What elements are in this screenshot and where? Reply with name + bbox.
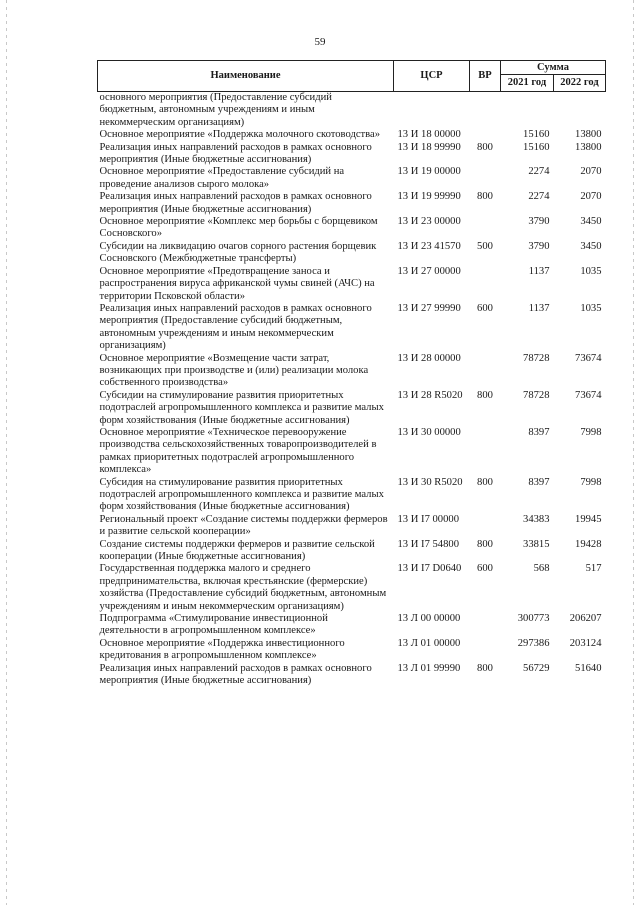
row-name: Субсидии на стимулирование развития приоритетных подотраслей агропромышленного комплекса и развитие малых форм хозяйствования (Иные бюджетные ассигнования)	[99, 389, 384, 426]
row-amount-2022: 73674	[575, 352, 602, 364]
row-amount-2021: 1137	[528, 265, 550, 277]
table-row	[98, 663, 606, 688]
row-name: Основное мероприятие «Предоставление субсидий на проведение анализов сырого молока»	[99, 166, 345, 190]
row-vr-code	[470, 166, 501, 191]
row-name: Государственная поддержка малого и среднего предпринимательства, включая крестьянские (фермерские) хозяйства (Предоставление субсидий бюджетным, автономным учреждениям и иным некоммерческим организациям)	[99, 563, 387, 612]
row-csr-code: 13 Л 01 00000	[397, 637, 461, 649]
row-csr-code: 13 И 23 41570	[397, 240, 461, 252]
row-vr-code: 800	[477, 662, 493, 674]
row-amount-2021: 15160	[523, 129, 550, 141]
row-vr-code: 600	[477, 563, 493, 575]
row-amount-2022: 3450	[580, 216, 602, 228]
row-csr-code: 13 И 18 99990	[397, 141, 461, 153]
row-csr-code: 13 И 30 00000	[397, 426, 461, 438]
table-row	[98, 241, 606, 266]
scan-edge-right	[633, 0, 634, 905]
scan-edge-left	[6, 0, 7, 905]
row-csr-code: 13 И I7 D0640	[397, 563, 462, 575]
row-name: Основное мероприятие «Возмещение части затрат, возникающих при производстве и (или) реализации молока собственного производства»	[99, 352, 369, 389]
row-amount-2021: 78728	[523, 352, 550, 364]
row-vr-code	[470, 216, 501, 241]
row-csr-code: 13 И 28 00000	[397, 352, 461, 364]
row-vr-code	[470, 266, 501, 303]
row-amount-2022: 203124	[569, 637, 602, 649]
table-row	[98, 353, 606, 390]
header-name: Наименование	[98, 61, 394, 92]
table-row	[98, 638, 606, 663]
row-csr-code: 13 И 30 R5020	[397, 476, 463, 488]
row-amount-2022: 206207	[569, 613, 602, 625]
row-csr-code: 13 И 28 R5020	[397, 389, 463, 401]
row-amount-2021: 34383	[523, 513, 550, 525]
row-csr-code: 13 И 19 99990	[397, 191, 461, 203]
row-amount-2021: 300773	[517, 613, 550, 625]
row-amount-2021	[501, 92, 554, 130]
row-name: Реализация иных направлений расходов в рамках основного мероприятия (Иные бюджетные ассигнования)	[99, 141, 372, 166]
row-amount-2022: 13800	[575, 141, 602, 153]
row-name: Реализация иных направлений расходов в рамках основного мероприятия (Иные бюджетные ассигнования)	[99, 662, 372, 687]
row-name: Создание системы поддержки фермеров и развитие сельской кооперации (Иные бюджетные ассигнования)	[99, 538, 375, 563]
row-vr-code	[470, 427, 501, 477]
row-amount-2022: 1035	[580, 265, 602, 277]
row-amount-2022: 51640	[575, 662, 602, 674]
row-name: Основное мероприятие «Техническое перевооружение производства сельскохозяйственных товаропроизводителей в рамках приоритетных подотраслей агропромышленного комплекса»	[99, 426, 377, 476]
row-amount-2021: 33815	[523, 538, 550, 550]
row-amount-2021: 1137	[528, 302, 550, 314]
row-csr-code: 13 И 27 00000	[397, 265, 461, 277]
table-header	[98, 61, 606, 92]
row-vr-code: 800	[477, 141, 493, 153]
row-name: Реализация иных направлений расходов в рамках основного мероприятия (Предоставление субсидий бюджетным, автономным учреждениям и иным некоммерческим организациям)	[99, 302, 372, 352]
row-vr-code: 800	[477, 389, 493, 401]
page-number: 59	[314, 36, 326, 48]
row-name: Основное мероприятие «Комплекс мер борьбы с борщевиком Сосновского»	[99, 216, 378, 240]
table-body	[98, 92, 606, 688]
row-vr-code	[470, 92, 501, 130]
table-row	[98, 477, 606, 514]
row-amount-2021: 15160	[523, 141, 550, 153]
row-amount-2021: 3790	[528, 240, 550, 252]
row-csr-code: 13 И 23 00000	[397, 216, 461, 228]
row-vr-code	[470, 129, 501, 141]
row-csr-code: 13 И 19 00000	[397, 166, 461, 178]
row-vr-code: 500	[477, 240, 493, 252]
row-amount-2021: 78728	[523, 389, 550, 401]
table-row	[98, 303, 606, 353]
row-vr-code	[470, 613, 501, 638]
row-vr-code	[470, 353, 501, 390]
row-vr-code: 800	[477, 191, 493, 203]
row-csr-code: 13 Л 00 00000	[397, 613, 461, 625]
row-csr-code	[394, 92, 470, 130]
row-name: Основное мероприятие «Предотвращение заноса и распространения вируса африканской чумы свиней (АЧС) на территории Псковской области»	[99, 265, 375, 302]
table-row	[98, 191, 606, 216]
row-amount-2022: 13800	[575, 129, 602, 141]
row-amount-2022: 2070	[580, 191, 602, 203]
row-amount-2021: 297386	[517, 637, 550, 649]
table-row	[98, 390, 606, 427]
row-amount-2021: 3790	[528, 216, 550, 228]
table-row	[98, 613, 606, 638]
header-sum: Сумма	[501, 61, 606, 75]
row-amount-2022: 73674	[575, 389, 602, 401]
header-year-2021: 2021 год	[501, 75, 554, 92]
row-name: Субсидии на ликвидацию очагов сорного растения борщевик Сосновского (Межбюджетные трансферты)	[99, 240, 377, 265]
header-vr: ВР	[470, 61, 501, 92]
table-row	[98, 514, 606, 539]
header-year-2022: 2022 год	[554, 75, 606, 92]
row-name: основного мероприятия (Предоставление субсидий бюджетным, автономным учреждениям и иным некоммерческим организациям)	[99, 92, 332, 128]
table-row	[98, 563, 606, 613]
table-row	[98, 142, 606, 167]
table-row	[98, 539, 606, 564]
row-name: Основное мероприятие «Поддержка молочного скотоводства»	[99, 129, 381, 141]
row-amount-2022: 1035	[580, 302, 602, 314]
row-amount-2021: 2274	[528, 166, 550, 178]
row-amount-2022: 7998	[580, 426, 602, 438]
budget-table	[97, 60, 606, 688]
row-amount-2022: 19428	[575, 538, 602, 550]
row-amount-2022: 3450	[580, 240, 602, 252]
row-vr-code: 600	[477, 302, 493, 314]
header-csr: ЦСР	[394, 61, 470, 92]
row-amount-2021: 568	[533, 563, 550, 575]
row-amount-2022	[554, 92, 606, 130]
row-amount-2022: 7998	[580, 476, 602, 488]
table-row	[98, 92, 606, 130]
row-vr-code: 800	[477, 538, 493, 550]
row-csr-code: 13 И 27 99990	[397, 302, 461, 314]
table-row	[98, 216, 606, 241]
row-csr-code: 13 И I7 00000	[397, 513, 459, 525]
table-row	[98, 427, 606, 477]
row-name: Основное мероприятие «Поддержка инвестиционного кредитования в агропромышленном комплексе»	[99, 637, 345, 662]
row-vr-code	[470, 514, 501, 539]
row-amount-2021: 8397	[528, 476, 550, 488]
row-amount-2022: 19945	[575, 513, 602, 525]
row-amount-2022: 517	[585, 563, 602, 575]
row-amount-2021: 56729	[523, 662, 550, 674]
row-csr-code: 13 Л 01 99990	[397, 662, 461, 674]
row-amount-2021: 8397	[528, 426, 550, 438]
row-amount-2021: 2274	[528, 191, 550, 203]
row-vr-code	[470, 638, 501, 663]
row-csr-code: 13 И I7 54800	[397, 538, 459, 550]
row-name: Подпрограмма «Стимулирование инвестиционной деятельности в агропромышленном комплексе»	[99, 613, 328, 637]
row-name: Региональный проект «Создание системы поддержки фермеров и развитие сельской кооперации»	[99, 513, 388, 538]
row-csr-code: 13 И 18 00000	[397, 129, 461, 141]
table-row	[98, 166, 606, 191]
row-name: Реализация иных направлений расходов в рамках основного мероприятия (Иные бюджетные ассигнования)	[99, 191, 372, 215]
table-row	[98, 129, 606, 141]
row-amount-2022: 2070	[580, 166, 602, 178]
row-name: Субсидия на стимулирование развития приоритетных подотраслей агропромышленного комплекса и развитие малых форм хозяйствования (Иные бюджетные ассигнования)	[99, 476, 384, 513]
row-vr-code: 800	[477, 476, 493, 488]
table-row	[98, 266, 606, 303]
